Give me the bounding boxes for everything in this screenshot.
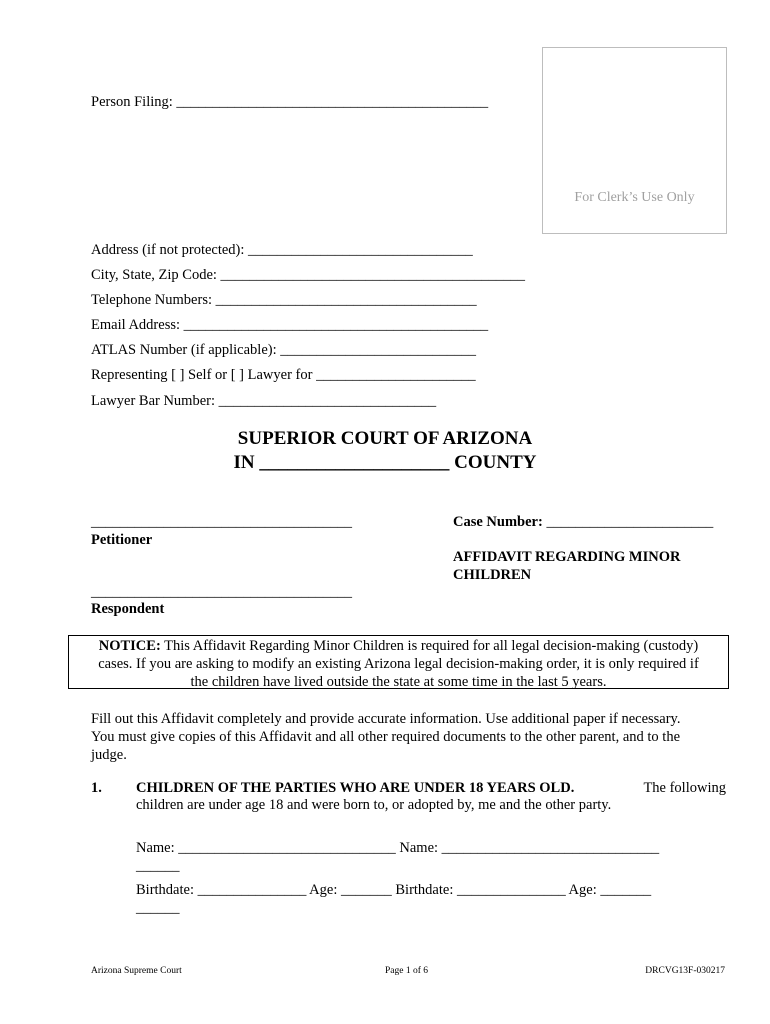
case-number-label: Case Number: <box>453 514 543 530</box>
child-birthdate-row[interactable]: Birthdate: _______________ Age: _______ Birthdate: _______________ Age: _______ <box>136 882 652 898</box>
child-name-row[interactable]: Name: ______________________________ Name: ______________________________ <box>136 840 660 856</box>
respondent-label: Respondent <box>91 601 165 617</box>
footer-page-number: Page 1 of 6 <box>385 966 429 976</box>
case-number-blank[interactable]: _______________________ <box>546 514 714 530</box>
section1-text-b: children are under age 18 and were born to, or adopted by, me and the other party. <box>136 797 612 813</box>
section1-text-a: The following <box>643 780 726 796</box>
address-field[interactable]: Address (if not protected): _______________________________ <box>91 242 473 258</box>
section1-number: 1. <box>91 780 102 796</box>
notice-box <box>68 635 729 689</box>
petitioner-label: Petitioner <box>91 532 153 548</box>
document-title-line1: AFFIDAVIT REGARDING MINOR <box>453 549 681 565</box>
instructions-paragraph: Fill out this Affidavit completely and provide accurate information. Use additional paper if necessary. You must give copies of this Affidavit and all other required documents to the other parent, and to the judge. <box>91 711 681 763</box>
telephone-field[interactable]: Telephone Numbers: ____________________________________ <box>91 292 477 308</box>
notice-label: NOTICE: <box>98 638 161 654</box>
representing-field[interactable]: Representing [ ] Self or [ ] Lawyer for ______________________ <box>91 367 476 383</box>
section1-heading-row <box>136 780 726 797</box>
document-title-line2: CHILDREN <box>453 567 532 583</box>
section1-heading: CHILDREN OF THE PARTIES WHO ARE UNDER 18 YEARS OLD. <box>136 780 575 796</box>
email-field[interactable]: Email Address: __________________________________________ <box>91 317 489 333</box>
clerk-use-label: For Clerk’s Use Only <box>574 190 695 205</box>
child-name-row-wrap[interactable]: ______ <box>136 858 180 874</box>
notice-line1: NOTICE: This Affidavit Regarding Minor Children is required for all legal decision-making (custody) <box>98 638 699 654</box>
case-number-row[interactable] <box>453 514 713 531</box>
footer-form-code: DRCVG13F-030217 <box>645 966 725 976</box>
petitioner-name-blank[interactable]: ____________________________________ <box>91 514 352 530</box>
footer-court: Arizona Supreme Court <box>91 966 182 976</box>
atlas-number-field[interactable]: ATLAS Number (if applicable): ___________________________ <box>91 342 477 358</box>
city-state-zip-field[interactable]: City, State, Zip Code: __________________________________________ <box>91 267 526 283</box>
respondent-name-blank[interactable]: ____________________________________ <box>91 584 352 600</box>
notice-line2: cases. If you are asking to modify an existing Arizona legal decision-making order, it is only required if <box>98 656 699 672</box>
lawyer-bar-number-field[interactable]: Lawyer Bar Number: ______________________________ <box>91 393 437 409</box>
child-birthdate-row-wrap[interactable]: ______ <box>136 900 180 916</box>
court-title: SUPERIOR COURT OF ARIZONA <box>237 428 533 449</box>
notice-line3: the children have lived outside the state at some time in the last 5 years. <box>190 674 607 690</box>
county-line[interactable]: IN ____________________ COUNTY <box>233 452 537 473</box>
clerk-use-box <box>542 47 727 234</box>
person-filing-field[interactable]: Person Filing: ___________________________________________ <box>91 94 489 110</box>
